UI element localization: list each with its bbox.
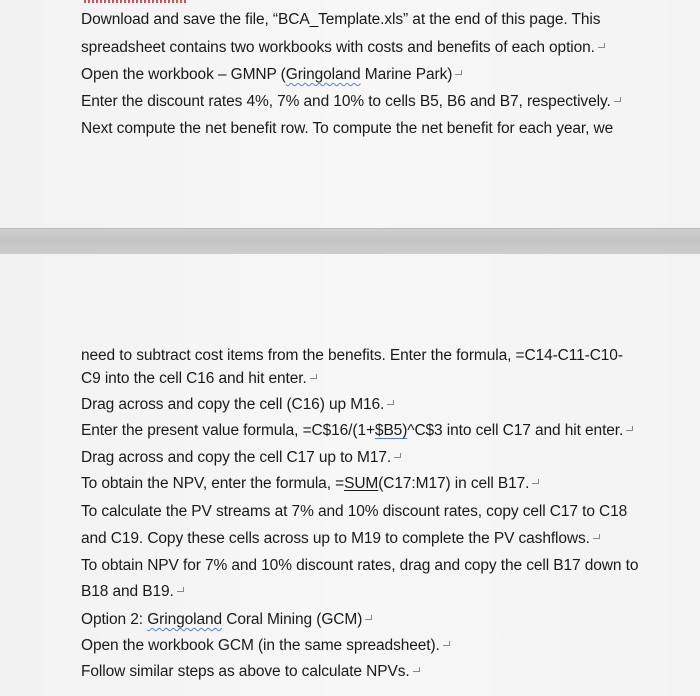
text-span: Enter the discount rates 4%, 7% and 10% to cells B5, B6 and B7, respectively. — [81, 93, 611, 110]
text-span: Follow similar steps as above to calculate NPVs. — [81, 663, 410, 680]
text-span: Download and save the file, “BCA_Template.xls” at the end of this page. This — [81, 11, 601, 28]
text-span: To obtain NPV for 7% and 10% discount rates, drag and copy the cell B17 down to — [81, 557, 639, 574]
spellcheck-word: Gringoland — [147, 611, 223, 628]
text-line — [81, 346, 623, 366]
text-line — [81, 502, 627, 522]
text-line — [81, 421, 634, 441]
text-span: Option 2: — [81, 611, 148, 628]
text-span: Coral Mining (GCM) — [222, 611, 363, 628]
paragraph-mark-icon — [412, 666, 421, 675]
text-line — [81, 636, 451, 656]
paragraph-mark-icon — [592, 533, 601, 542]
text-line — [81, 369, 318, 389]
spellcheck-word: Gringoland — [285, 66, 361, 83]
text-span: Enter the present value formula, =C$16/(1+ — [81, 422, 375, 439]
text-span: Open the workbook GCM (in the same spreadsheet). — [81, 637, 440, 654]
text-line — [81, 119, 613, 139]
text-line — [81, 65, 463, 85]
text-span: Drag across and copy the cell (C16) up M16. — [81, 396, 385, 413]
text-span: B18 and B19. — [81, 583, 174, 600]
underlined-text: SUM — [344, 475, 379, 492]
text-span: Drag across and copy the cell C17 up to M17. — [81, 449, 392, 466]
text-span: and C19. Copy these cells across up to M19 to complete the PV cashflows. — [81, 530, 590, 547]
text-span: spreadsheet contains two workbooks with costs and benefits of each option. — [81, 39, 595, 56]
text-span: To calculate the PV streams at 7% and 10% discount rates, copy cell C17 to C18 — [81, 503, 628, 520]
text-line — [81, 395, 395, 415]
page-break-divider — [0, 228, 700, 256]
text-span: C9 into the cell C16 and hit enter. — [81, 370, 307, 387]
paragraph-mark-icon — [531, 478, 540, 487]
text-span: Marine Park) — [360, 66, 453, 83]
spellcheck-marker — [84, 0, 188, 3]
text-line — [81, 529, 601, 549]
text-span: need to subtract cost items from the benefits. Enter the formula, =C14-C11-C10- — [81, 347, 623, 364]
paragraph-mark-icon — [393, 452, 402, 461]
text-line — [81, 582, 185, 602]
text-span: Next compute the net benefit row. To compute the net benefit for each year, we — [81, 120, 614, 137]
paragraph-mark-icon — [625, 425, 634, 434]
paragraph-mark-icon — [597, 42, 606, 51]
paragraph-mark-icon — [386, 399, 395, 408]
document-page-top — [0, 0, 700, 228]
paragraph-mark-icon — [454, 69, 463, 78]
text-span: (C17:M17) in cell B17. — [378, 475, 530, 492]
document-page-bottom — [0, 254, 700, 696]
paragraph-mark-icon — [176, 586, 185, 595]
text-line — [81, 474, 540, 494]
text-line — [81, 448, 402, 468]
paragraph-mark-icon — [309, 373, 318, 382]
text-line — [81, 10, 600, 30]
text-line — [81, 38, 606, 58]
paragraph-mark-icon — [613, 96, 622, 105]
text-line — [81, 610, 373, 630]
text-span: Open the workbook – GMNP ( — [81, 66, 286, 83]
paragraph-mark-icon — [442, 640, 451, 649]
text-line — [81, 662, 421, 682]
text-span: ^C$3 into cell C17 and hit enter. — [407, 422, 624, 439]
underlined-text: $B5) — [374, 422, 408, 439]
text-span: To obtain the NPV, enter the formula, = — [81, 475, 345, 492]
text-line — [81, 92, 622, 112]
paragraph-mark-icon — [364, 614, 373, 623]
text-line — [81, 556, 638, 576]
